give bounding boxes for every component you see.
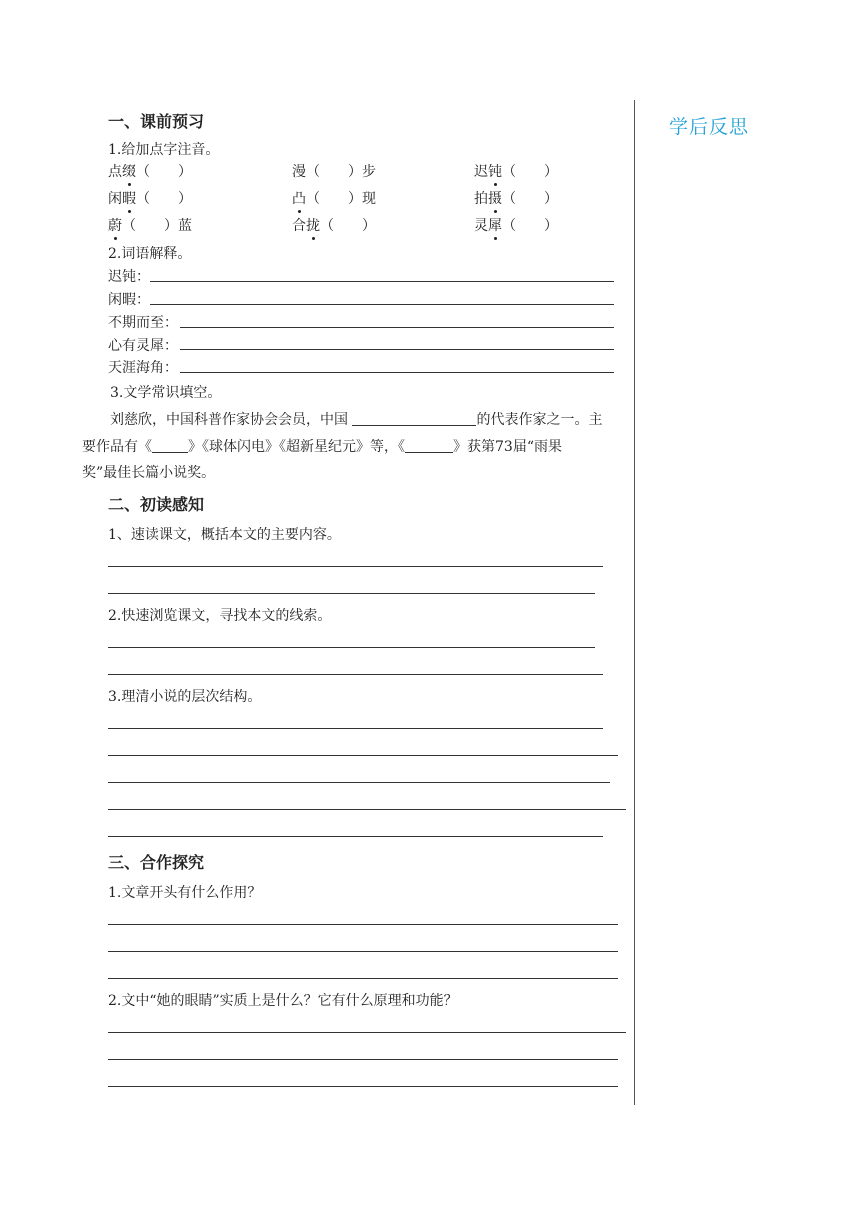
answer-line[interactable] — [108, 728, 603, 729]
blank-genre[interactable] — [352, 411, 476, 426]
answer-line[interactable] — [108, 1032, 626, 1033]
term-label: 闲暇： — [108, 292, 150, 308]
pinyin-item: 蔚（ ）蓝 — [108, 215, 192, 235]
pinyin-item: 凸（ ）现 — [292, 188, 376, 208]
answer-line[interactable] — [108, 566, 603, 567]
pinyin-item: 拍摄（ ） — [474, 188, 558, 208]
term-label: 心有灵犀： — [108, 338, 178, 354]
answer-line[interactable] — [108, 924, 618, 925]
answer-line[interactable] — [108, 809, 626, 810]
literature-text: 要作品有《 》《球体闪电》《超新星纪元》等，《 》获第73届“雨果 — [82, 439, 562, 455]
pinyin-item: 闲暇（ ） — [108, 188, 192, 208]
answer-line[interactable] — [108, 836, 603, 837]
pinyin-item: 点缀（ ） — [108, 161, 192, 181]
literature-text: 奖”最佳长篇小说奖。 — [82, 465, 216, 481]
answer-line[interactable] — [108, 1059, 618, 1060]
question-text: 1、速读课文，概括本文的主要内容。 — [108, 527, 341, 543]
q1-label: 1.给加点字注音。 — [108, 142, 220, 158]
blank-work1[interactable] — [152, 438, 188, 453]
literature-text: 刘慈欣，中国科普作家协会会员，中国 的代表作家之一。主 — [110, 412, 603, 428]
answer-line[interactable] — [108, 647, 595, 648]
question-text: 3.理清小说的层次结构。 — [108, 689, 262, 705]
answer-line[interactable] — [108, 674, 603, 675]
answer-line[interactable] — [180, 372, 614, 373]
answer-line[interactable] — [150, 304, 614, 305]
pinyin-item: 灵犀（ ） — [474, 215, 558, 235]
answer-line[interactable] — [180, 349, 614, 350]
answer-line[interactable] — [150, 281, 614, 282]
answer-line[interactable] — [180, 327, 614, 328]
question-text: 2.快速浏览课文，寻找本文的线索。 — [108, 608, 332, 624]
answer-line[interactable] — [108, 782, 610, 783]
pinyin-item: 合拢（ ） — [292, 215, 376, 235]
answer-line[interactable] — [108, 1086, 618, 1087]
blank-work2[interactable] — [405, 438, 453, 453]
term-label: 迟钝： — [108, 269, 150, 285]
answer-line[interactable] — [108, 755, 618, 756]
question-text: 2.文中“她的眼睛”实质上是什么？它有什么原理和功能？ — [108, 993, 458, 1009]
reflection-title: 学后反思 — [669, 116, 750, 138]
pinyin-item: 漫（ ）步 — [292, 164, 376, 180]
section3-heading: 三、合作探究 — [108, 853, 205, 872]
answer-line[interactable] — [108, 978, 618, 979]
q2-label: 2.词语解释。 — [108, 246, 192, 262]
answer-line[interactable] — [108, 951, 618, 952]
term-label: 天涯海角： — [108, 360, 178, 376]
pinyin-item: 迟钝（ ） — [474, 161, 558, 181]
answer-line[interactable] — [108, 593, 595, 594]
section2-heading: 二、初读感知 — [108, 495, 205, 514]
column-divider — [634, 100, 635, 1105]
q3-label: 3.文学常识填空。 — [110, 385, 222, 401]
term-label: 不期而至： — [108, 315, 178, 331]
question-text: 1.文章开头有什么作用？ — [108, 885, 262, 901]
section1-heading: 一、课前预习 — [108, 112, 205, 131]
